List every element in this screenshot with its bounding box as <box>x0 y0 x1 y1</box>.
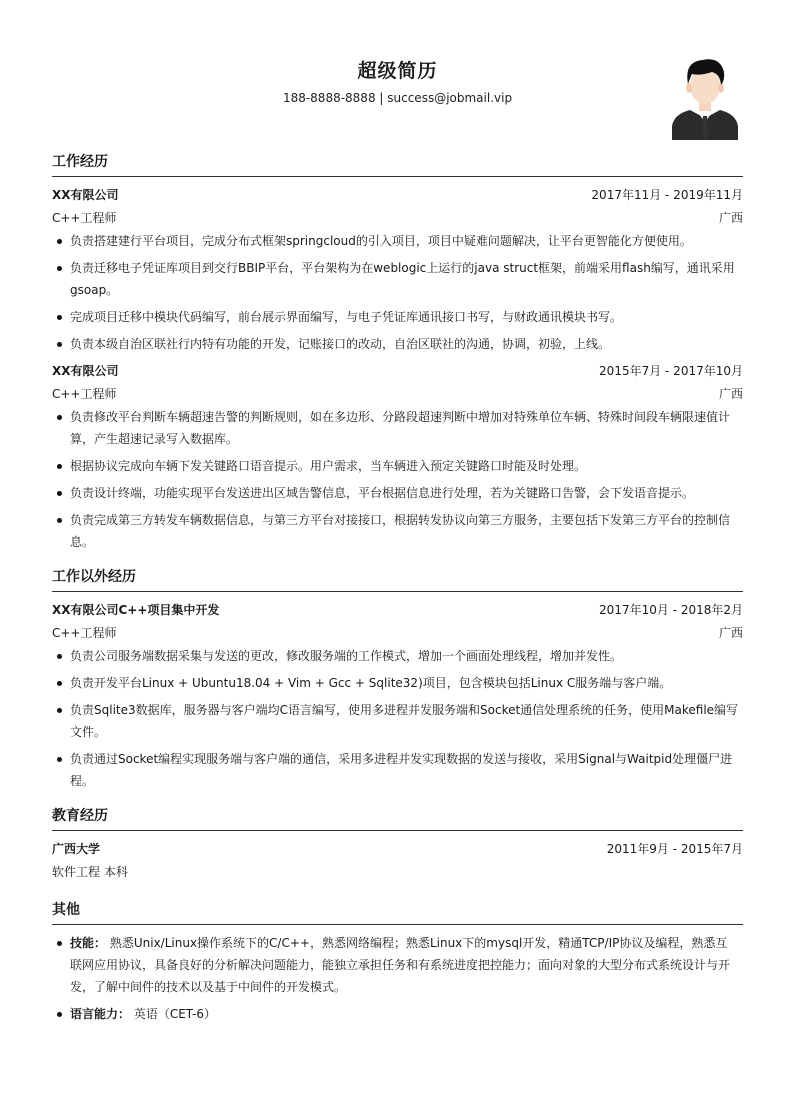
date-range: 2011年9月 - 2015年7月 <box>606 842 743 856</box>
resume-name: 超级简历 <box>357 60 438 82</box>
skills-label: 技能： <box>70 936 107 950</box>
bullet-item: 负责通过Socket编程实现服务端与客户端的通信，采用多进程并发实现数据的发送与接收，采用Signal与Waitpid处理僵尸进程。 <box>70 748 743 792</box>
section-title-education: 教育经历 <box>52 804 743 831</box>
location: 广西 <box>718 211 743 225</box>
extra-entry <box>52 599 743 792</box>
date-range: 2017年11月 - 2019年11月 <box>591 188 743 202</box>
bullet-list <box>52 406 743 553</box>
resume-page <box>52 0 743 1030</box>
extra-section <box>52 565 743 792</box>
project-name: XX有限公司C++项目集中开发 <box>52 603 220 617</box>
bullet-item: 负责迁移电子凭证库项目到交行BBIP平台，平台架构为在weblogic上运行的java struct框架，前端采用flash编写，通讯采用gsoap。 <box>70 257 743 301</box>
resume-header <box>52 0 743 140</box>
date-range: 2015年7月 - 2017年10月 <box>599 364 743 378</box>
education-section <box>52 804 743 884</box>
job-title: C++工程师 <box>52 387 117 401</box>
job-title: C++工程师 <box>52 626 117 640</box>
bullet-item: 负责Sqlite3数据库，服务器与客户端均C语言编写，使用多进程并发服务端和Socket通信处理系统的任务，使用Makefile编写文件。 <box>70 699 743 743</box>
section-title-extra: 工作以外经历 <box>52 565 743 592</box>
bullet-list <box>52 645 743 792</box>
language-text: 英语（CET-6） <box>133 1007 216 1021</box>
job-title: C++工程师 <box>52 211 117 225</box>
work-entry <box>52 184 743 355</box>
bullet-item: 负责公司服务端数据采集与发送的更改，修改服务端的工作模式，增加一个画面处理线程，增加并发性。 <box>70 645 743 667</box>
contact-info: 188-8888-8888 | success@jobmail.vip <box>282 91 513 105</box>
skills-text: 熟悉Unix/Linux操作系统下的C/C++，熟悉网络编程；熟悉Linux下的mysql开发，精通TCP/IP协议及编程，熟悉互联网应用协议，具备良好的分析解决问题能力，能独立承担任务和有系统进度把控能力；面向对象的大型分布式系统设计与开发，了解中间件的技术以及基于中间件的开发模式。 <box>70 936 731 994</box>
work-entry <box>52 360 743 553</box>
section-title-work: 工作经历 <box>52 150 743 177</box>
language-label: 语言能力： <box>70 1007 131 1021</box>
degree: 软件工程 本科 <box>52 865 128 879</box>
other-section <box>52 898 743 1025</box>
bullet-item: 负责开发平台Linux + Ubuntu18.04 + Vim + Gcc + Sqlite32)项目，包含模块包括Linux C服务端与客户端。 <box>70 672 743 694</box>
avatar <box>670 52 740 140</box>
bullet-item: 完成项目迁移中模块代码编写，前台展示界面编写，与电子凭证库通讯接口书写，与财政通讯模块书写。 <box>70 306 743 328</box>
section-title-other: 其他 <box>52 898 743 925</box>
bullet-list <box>52 932 743 1025</box>
bullet-item: 负责完成第三方转发车辆数据信息，与第三方平台对接接口，根据转发协议向第三方服务，主要包括下发第三方平台的控制信息。 <box>70 509 743 553</box>
company-name: XX有限公司 <box>52 364 119 378</box>
language-item <box>70 1003 743 1025</box>
bullet-item: 负责修改平台判断车辆超速告警的判断规则，如在多边形、分路段超速判断中增加对特殊单位车辆、特殊时间段车辆限速值计算，产生超速记录写入数据库。 <box>70 406 743 450</box>
skills-item <box>70 932 743 998</box>
company-name: XX有限公司 <box>52 188 119 202</box>
bullet-list <box>52 230 743 355</box>
bullet-item: 根据协议完成向车辆下发关键路口语音提示。用户需求，当车辆进入预定关键路口时能及时处理。 <box>70 455 743 477</box>
bullet-item: 负责搭建建行平台项目，完成分布式框架springcloud的引入项目，项目中疑难问题解决，让平台更智能化方便使用。 <box>70 230 743 252</box>
location: 广西 <box>718 387 743 401</box>
location: 广西 <box>718 626 743 640</box>
work-section <box>52 150 743 553</box>
bullet-item: 负责设计终端，功能实现平台发送进出区域告警信息，平台根据信息进行处理，若为关键路口告警，会下发语音提示。 <box>70 482 743 504</box>
school-name: 广西大学 <box>52 842 101 856</box>
date-range: 2017年10月 - 2018年2月 <box>599 603 743 617</box>
bullet-item: 负责本级自治区联社行内特有功能的开发，记账接口的改动，自治区联社的沟通，协调，初验，上线。 <box>70 333 743 355</box>
